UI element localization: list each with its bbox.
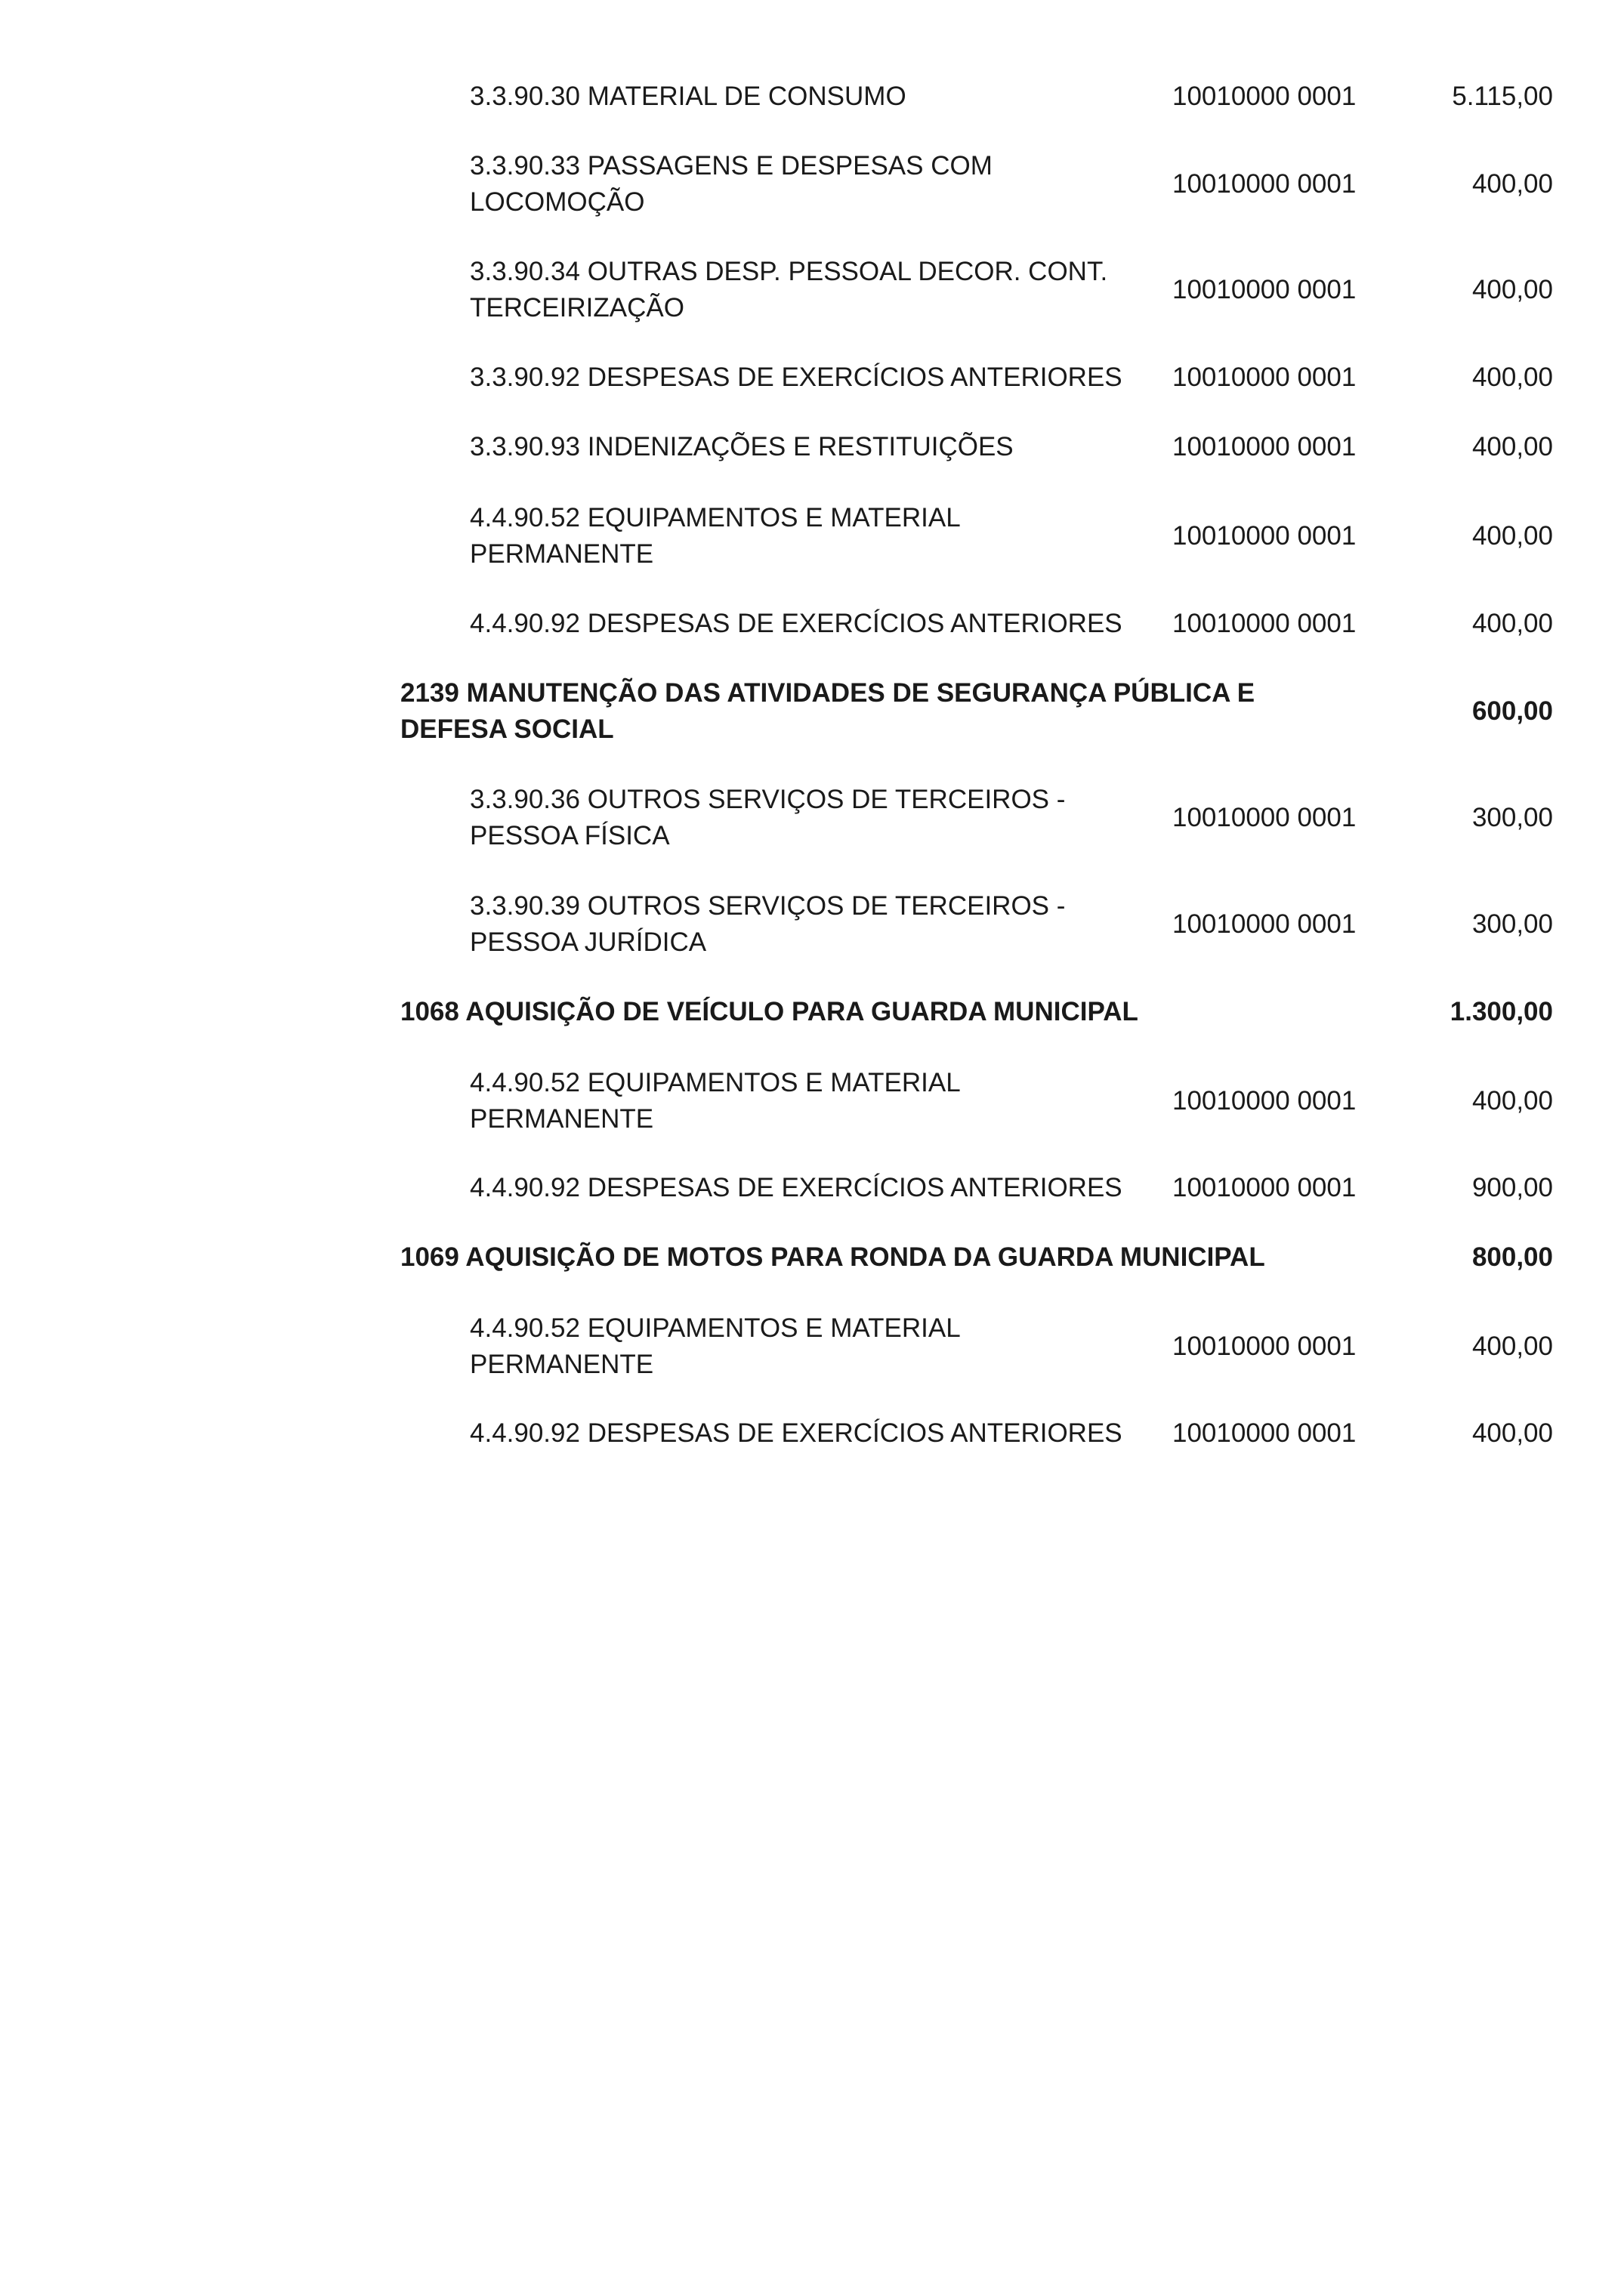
action-total: 1.300,00 <box>1450 997 1553 1026</box>
description-line: LOCOMOÇÃO <box>470 187 645 217</box>
expense-amount: 5.115,00 <box>1452 82 1553 111</box>
expense-description <box>470 888 1150 961</box>
expense-description <box>470 500 1150 572</box>
expense-row <box>0 254 1624 326</box>
description-line: 3.3.90.92 DESPESAS DE EXERCÍCIOS ANTERIORES <box>470 363 1122 392</box>
action-total: 600,00 <box>1471 696 1553 726</box>
expense-row <box>0 500 1624 572</box>
action-header-row <box>0 1239 1624 1276</box>
action-title-line: 1068 AQUISIÇÃO DE VEÍCULO PARA GUARDA MUNICIPAL <box>400 997 1138 1026</box>
expense-row <box>0 1065 1624 1137</box>
expense-description <box>470 1310 1150 1383</box>
description-line: 3.3.90.34 OUTRAS DESP. PESSOAL DECOR. CONT. <box>470 257 1108 286</box>
expense-amount: 400,00 <box>1471 1086 1553 1116</box>
description-line: 4.4.90.92 DESPESAS DE EXERCÍCIOS ANTERIORES <box>470 1418 1122 1448</box>
resource-code: 10010000 0001 <box>1172 803 1357 832</box>
expense-description <box>470 1065 1150 1137</box>
description-line: 4.4.90.92 DESPESAS DE EXERCÍCIOS ANTERIORES <box>470 609 1122 638</box>
resource-code: 10010000 0001 <box>1172 609 1357 638</box>
description-line: PESSOA JURÍDICA <box>470 927 707 957</box>
description-line: PERMANENTE <box>470 1350 654 1379</box>
description-line: 3.3.90.39 OUTROS SERVIÇOS DE TERCEIROS - <box>470 891 1066 921</box>
expense-description <box>470 1170 1150 1206</box>
action-header-row <box>0 675 1624 748</box>
resource-code: 10010000 0001 <box>1172 1086 1357 1116</box>
resource-code: 10010000 0001 <box>1172 363 1357 392</box>
expense-row <box>0 429 1624 465</box>
expense-row <box>0 606 1624 642</box>
expense-description <box>470 429 1150 465</box>
expense-amount: 400,00 <box>1471 1332 1553 1361</box>
expense-amount: 400,00 <box>1471 1418 1553 1448</box>
description-line: TERCEIRIZAÇÃO <box>470 293 684 322</box>
resource-code: 10010000 0001 <box>1172 275 1357 304</box>
expense-amount: 900,00 <box>1471 1173 1553 1202</box>
resource-code: 10010000 0001 <box>1172 909 1357 939</box>
expense-row <box>0 888 1624 961</box>
action-title-line: 2139 MANUTENÇÃO DAS ATIVIDADES DE SEGURANÇA PÚBLICA E <box>400 678 1255 708</box>
expense-row <box>0 1415 1624 1452</box>
description-line: 4.4.90.52 EQUIPAMENTOS E MATERIAL <box>470 1313 961 1343</box>
expense-amount: 400,00 <box>1471 521 1553 551</box>
action-header-row <box>0 994 1624 1030</box>
expense-row <box>0 148 1624 221</box>
expense-description <box>470 1415 1150 1452</box>
expense-description <box>470 782 1150 854</box>
expense-row <box>0 1310 1624 1383</box>
expense-row <box>0 782 1624 854</box>
resource-code: 10010000 0001 <box>1172 169 1357 199</box>
expense-amount: 300,00 <box>1471 803 1553 832</box>
resource-code: 10010000 0001 <box>1172 1173 1357 1202</box>
description-line: PERMANENTE <box>470 1104 654 1134</box>
description-line: 4.4.90.52 EQUIPAMENTOS E MATERIAL <box>470 503 961 532</box>
expense-row <box>0 79 1624 115</box>
description-line: 4.4.90.92 DESPESAS DE EXERCÍCIOS ANTERIORES <box>470 1173 1122 1202</box>
description-line: 3.3.90.93 INDENIZAÇÕES E RESTITUIÇÕES <box>470 432 1014 461</box>
expense-description <box>470 606 1150 642</box>
expense-description <box>470 360 1150 396</box>
expense-amount: 400,00 <box>1471 275 1553 304</box>
description-line: PERMANENTE <box>470 539 654 569</box>
expense-amount: 400,00 <box>1471 432 1553 461</box>
expense-description <box>470 254 1150 326</box>
resource-code: 10010000 0001 <box>1172 432 1357 461</box>
expense-row <box>0 360 1624 396</box>
resource-code: 10010000 0001 <box>1172 521 1357 551</box>
action-total: 800,00 <box>1471 1242 1553 1272</box>
action-title <box>400 675 1382 748</box>
description-line: PESSOA FÍSICA <box>470 821 670 850</box>
action-title <box>400 1239 1382 1276</box>
action-title-line: DEFESA SOCIAL <box>400 714 614 744</box>
expense-amount: 400,00 <box>1471 169 1553 199</box>
expense-amount: 300,00 <box>1471 909 1553 939</box>
description-line: 3.3.90.36 OUTROS SERVIÇOS DE TERCEIROS - <box>470 785 1066 814</box>
expense-amount: 400,00 <box>1471 363 1553 392</box>
expense-description <box>470 79 1150 115</box>
expense-amount: 400,00 <box>1471 609 1553 638</box>
resource-code: 10010000 0001 <box>1172 1418 1357 1448</box>
description-line: 4.4.90.52 EQUIPAMENTOS E MATERIAL <box>470 1068 961 1097</box>
resource-code: 10010000 0001 <box>1172 1332 1357 1361</box>
expense-row <box>0 1170 1624 1206</box>
action-title <box>400 994 1382 1030</box>
description-line: 3.3.90.33 PASSAGENS E DESPESAS COM <box>470 151 993 181</box>
action-title-line: 1069 AQUISIÇÃO DE MOTOS PARA RONDA DA GUARDA MUNICIPAL <box>400 1242 1265 1272</box>
description-line: 3.3.90.30 MATERIAL DE CONSUMO <box>470 82 906 111</box>
resource-code: 10010000 0001 <box>1172 82 1357 111</box>
expense-description <box>470 148 1150 221</box>
